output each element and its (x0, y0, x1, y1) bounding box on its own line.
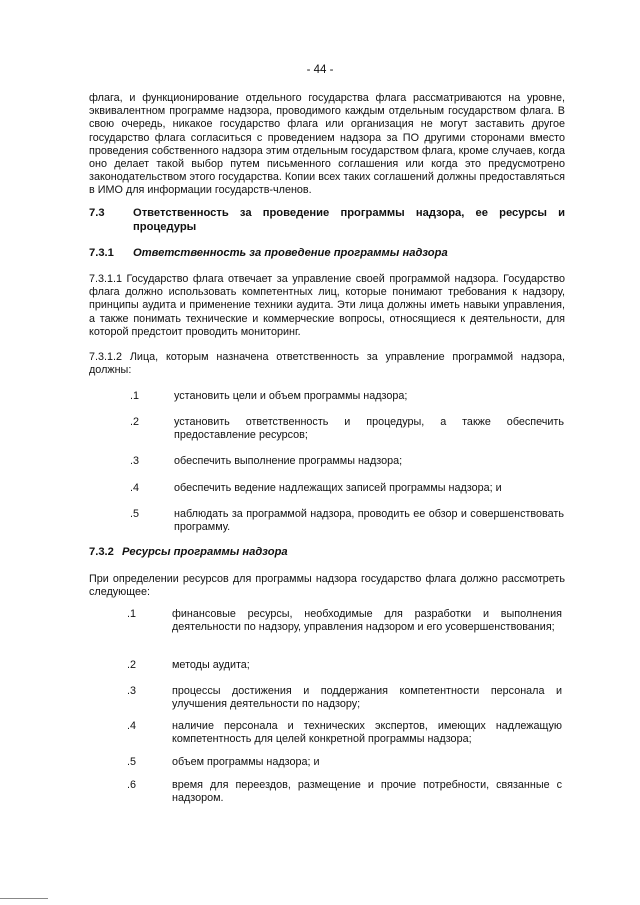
list-item-number: .1 (130, 390, 140, 402)
list-item-number: .5 (127, 756, 137, 768)
section-number: 7.3 (89, 207, 105, 219)
list-item-text: наблюдать за программой надзора, проводить ее обзор и совершенствовать программу. (174, 508, 564, 534)
intro-paragraph: флага, и функционирование отдельного государства флага рассматриваются на уровне, эквивалентном программе надзора, проводимого каждым отдельным государством флага. В свою очередь, никакое государство флага или организация не могут заставить другое государство флага согласиться с проведением надзора за ПО другими сторонами вместо проведения собственного надзора этим отдельным государством флага, кроме случаев, когда оно делает такой выбор путем письменного соглашения или когда это предусмотрено законодательством этого государства. Копии всех таких соглашений должны предоставляться в ИМО для информации государств-членов. (89, 92, 565, 197)
section-title: Ответственность за проведение программы надзора, ее ресурсы и процедуры (133, 207, 565, 233)
list-item-number: .6 (127, 779, 137, 791)
paragraph-7-3-1-1: 7.3.1.1 Государство флага отвечает за управление своей программой надзора. Государство флага должно использовать компетентных лиц, которые понимают требования к надзору, принципы аудита и применение техники аудита. Эти лица должны иметь навыки управления, а также понимать технические и коммерческие вопросы, относящиеся к деятельности, для которой предстоит проводить мониторинг. (89, 273, 565, 338)
list-item-text: время для переездов, размещение и прочие потребности, связанные с надзором. (172, 779, 562, 805)
list-item-text: установить ответственность и процедуры, а также обеспечить предоставление ресурсов; (174, 416, 564, 442)
footer-rule (0, 898, 48, 899)
paragraph-7-3-2-intro: При определении ресурсов для программы надзора государство флага должно рассмотреть следующее: (89, 573, 565, 599)
list-item-text: процессы достижения и поддержания компетентности персонала и улучшения деятельности по надзору; (172, 685, 562, 711)
list-item-number: .4 (127, 720, 137, 732)
list-item-number: .2 (130, 416, 140, 428)
list-item-number: .2 (127, 659, 137, 671)
paragraph-7-3-1-2: 7.3.1.2 Лица, которым назначена ответственность за управление программой надзора, должны: (89, 351, 565, 377)
list-item-text: наличие персонала и технических экспертов, имеющих надлежащую компетентность для целей конкретной программы надзора; (172, 720, 562, 746)
section-number: 7.3.2 (89, 546, 114, 558)
list-item-number: .5 (130, 508, 140, 520)
section-title: Ресурсы программы надзора (122, 546, 288, 558)
list-item-text: установить цели и объем программы надзора; (174, 390, 408, 402)
list-item-number: .3 (130, 455, 140, 467)
list-item-text: методы аудита; (172, 659, 250, 671)
section-number: 7.3.1 (89, 247, 114, 259)
section-title: Ответственность за проведение программы надзора (133, 247, 448, 259)
list-item-text: объем программы надзора; и (172, 756, 320, 768)
list-item-number: .3 (127, 685, 137, 697)
list-item-number: .1 (127, 608, 137, 620)
list-item-text: обеспечить ведение надлежащих записей программы надзора; и (174, 482, 502, 494)
page-number: - 44 - (306, 64, 334, 76)
list-item-text: финансовые ресурсы, необходимые для разработки и выполнения деятельности по надзору, управления надзором и его усовершенствования; (172, 608, 562, 634)
list-item-text: обеспечить выполнение программы надзора; (174, 455, 403, 467)
list-item-number: .4 (130, 482, 140, 494)
